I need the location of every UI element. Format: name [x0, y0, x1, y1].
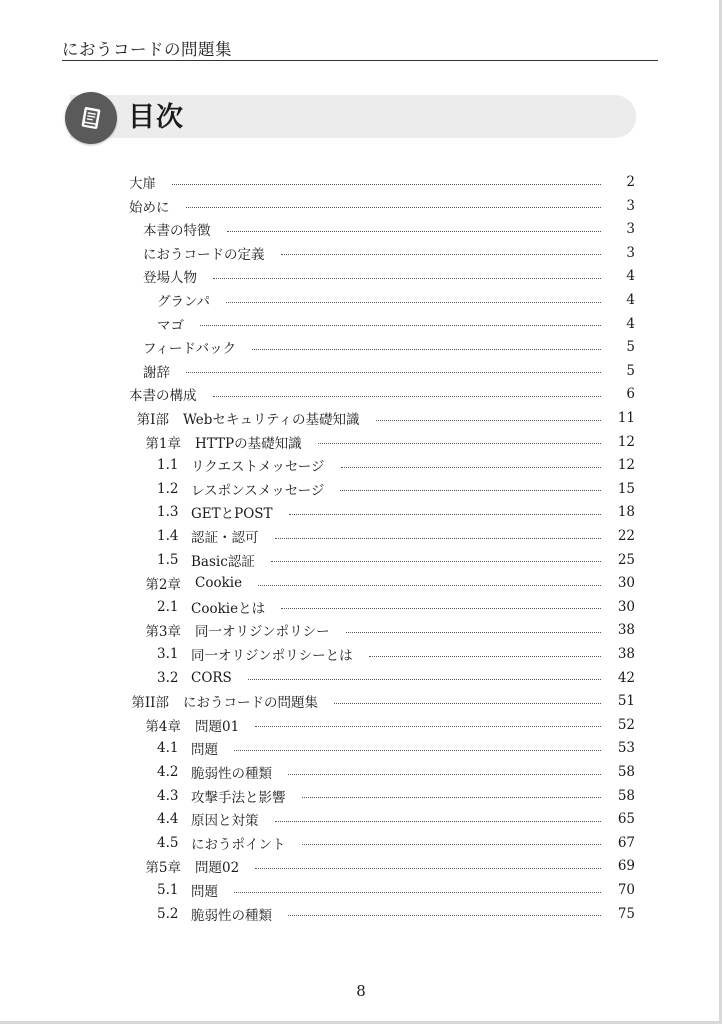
toc-entry-number: 1.4 — [157, 528, 179, 544]
toc-dot-leader — [275, 538, 602, 539]
toc-entry-page: 30 — [617, 598, 635, 615]
toc-entry-number: 第II部 — [131, 695, 169, 712]
toc-entry-label: CORS — [191, 669, 232, 686]
toc-entry-label: 認証・認可 — [191, 530, 259, 546]
toc-entry[interactable] — [0, 666, 722, 690]
toc-dot-leader — [258, 585, 601, 586]
toc-dot-leader — [289, 514, 601, 515]
toc-entry-label: 問題 — [191, 884, 218, 900]
toc-entry-label: グランパ — [157, 294, 211, 310]
toc-entry-label: レスポンスメッセージ — [191, 482, 325, 499]
toc-entry-page: 4 — [626, 292, 635, 308]
toc-entry-label: 問題 — [191, 742, 218, 759]
toc-entry[interactable] — [0, 831, 722, 855]
toc-entry-number: 1.2 — [157, 480, 179, 497]
toc-entry-number: 第3章 — [145, 624, 181, 641]
toc-entry-number: 3.2 — [157, 669, 179, 686]
toc-entry-number: 5.1 — [157, 882, 179, 898]
toc-dot-leader — [234, 750, 601, 751]
toc-entry-label: 本書の特徴 — [143, 223, 211, 240]
toc-entry-number: 1.5 — [157, 551, 179, 568]
toc-entry-page: 22 — [617, 528, 635, 544]
toc-dot-leader — [369, 656, 601, 657]
toc-entry-page: 4 — [626, 268, 635, 285]
toc-entry-number: 4.1 — [157, 740, 179, 757]
toc-entry[interactable] — [0, 453, 722, 477]
toc-entry-page: 2 — [626, 174, 635, 190]
toc-entry-page: 67 — [617, 834, 635, 851]
toc-entry-label: におうコードの定義 — [143, 246, 265, 263]
toc-entry-number: 第5章 — [145, 860, 181, 877]
toc-entry-number: 2.1 — [157, 598, 179, 615]
toc-entry[interactable] — [0, 264, 722, 288]
toc-entry-label: 同一オリジンポリシー — [195, 624, 330, 641]
toc-dot-leader — [376, 420, 601, 421]
toc-entry[interactable] — [0, 760, 722, 784]
toc-entry-page: 30 — [617, 575, 635, 592]
toc-entry-number: 4.4 — [157, 811, 179, 828]
toc-entry-label: Cookie — [195, 575, 243, 592]
toc-entry-page: 25 — [617, 551, 635, 568]
toc-entry[interactable] — [0, 736, 722, 760]
toc-entry-page: 3 — [626, 221, 635, 238]
toc-entry-label: 始めに — [129, 199, 170, 216]
toc-dot-leader — [200, 325, 601, 326]
toc-entry-label: Basic認証 — [191, 553, 255, 570]
toc-dot-leader — [213, 278, 601, 279]
toc-dot-leader — [318, 443, 601, 444]
toc-entry-label: 問題02 — [195, 860, 240, 877]
toc-entry-page: 15 — [617, 480, 635, 497]
toc-entry[interactable] — [0, 500, 722, 524]
toc-entry[interactable] — [0, 288, 722, 312]
toc-entry-label: 問題01 — [195, 718, 240, 735]
toc-dot-leader — [255, 868, 601, 869]
toc-entry-number: 4.3 — [157, 787, 179, 804]
toc-dot-leader — [346, 632, 601, 633]
toc-entry-page: 3 — [626, 197, 635, 214]
toc-entry-page: 11 — [617, 410, 635, 426]
toc-entry-label: マゴ — [157, 317, 184, 334]
toc-entry-page: 69 — [617, 858, 635, 875]
toc-dot-leader — [271, 561, 601, 562]
toc-entry[interactable] — [0, 406, 722, 430]
toc-dot-leader — [255, 726, 601, 727]
toc-entry[interactable] — [0, 807, 722, 831]
chapter-title: 目次 — [128, 102, 184, 133]
toc-entry-label: 原因と対策 — [191, 813, 259, 830]
toc-entry-page: 42 — [617, 669, 635, 686]
toc-entry[interactable] — [0, 854, 722, 878]
toc-dot-leader — [248, 679, 601, 680]
toc-entry[interactable] — [0, 548, 722, 572]
toc-dot-leader — [341, 467, 601, 468]
toc-entry-number: 第4章 — [145, 718, 181, 735]
toc-dot-leader — [334, 703, 601, 704]
toc-entry-page: 38 — [617, 646, 635, 662]
running-header — [62, 36, 658, 61]
toc-entry-label: HTTPの基礎知識 — [195, 435, 302, 452]
toc-entry-page: 53 — [617, 740, 635, 757]
toc-entry[interactable] — [0, 524, 722, 548]
toc-entry[interactable] — [0, 571, 722, 595]
toc-entry-number: 3.1 — [157, 646, 179, 662]
toc-entry[interactable] — [0, 689, 722, 713]
toc-entry[interactable] — [0, 642, 722, 666]
toc-entry[interactable] — [0, 595, 722, 619]
toc-entry-page: 70 — [617, 882, 635, 898]
toc-dot-leader — [186, 372, 601, 373]
toc-entry-page: 38 — [617, 622, 635, 639]
toc-entry-page: 51 — [617, 693, 635, 710]
toc-entry[interactable] — [0, 359, 722, 383]
toc-entry-label: 謝辞 — [143, 364, 170, 381]
toc-entry-number: 4.2 — [157, 764, 179, 780]
toc-entry-page: 58 — [617, 764, 635, 780]
toc-entry-page: 6 — [626, 386, 635, 403]
toc-dot-leader — [340, 490, 601, 491]
toc-entry-page: 12 — [617, 433, 635, 450]
toc-entry-label: 攻撃手法と影響 — [191, 789, 286, 806]
toc-entry-number: 第2章 — [145, 577, 181, 594]
toc-entry-number: 4.5 — [157, 834, 179, 851]
toc-entry-label: 同一オリジンポリシーとは — [191, 648, 353, 664]
toc-entry[interactable] — [0, 902, 722, 926]
toc-entry[interactable] — [0, 430, 722, 454]
toc-entry[interactable] — [0, 170, 722, 194]
toc-entry[interactable] — [0, 618, 722, 642]
toc-entry-label: Webセキュリティの基礎知識 — [183, 412, 360, 428]
toc-entry[interactable] — [0, 878, 722, 902]
toc-entry-page: 4 — [626, 315, 635, 332]
toc-dot-leader — [226, 302, 601, 303]
toc-entry[interactable] — [0, 784, 722, 808]
toc-dot-leader — [281, 254, 602, 255]
toc-entry-label: GETとPOST — [191, 506, 273, 523]
toc-entry-page: 5 — [626, 362, 635, 379]
toc-entry[interactable] — [0, 335, 722, 359]
toc-entry-page: 52 — [617, 716, 635, 733]
book-icon — [76, 103, 106, 133]
toc-entry-number: 第1章 — [145, 435, 181, 452]
toc-entry[interactable] — [0, 312, 722, 336]
toc-entry-label: 脆弱性の種類 — [191, 907, 272, 924]
toc-entry-label: におうポイント — [191, 836, 286, 853]
toc-entry-number: 第I部 — [136, 412, 169, 428]
toc-dot-leader — [288, 774, 601, 775]
toc-entry-page: 12 — [617, 457, 635, 474]
toc-entry-label: 登場人物 — [143, 270, 197, 287]
toc-entry[interactable] — [0, 477, 722, 501]
toc-entry-page: 18 — [617, 504, 635, 521]
toc-entry-number: 1.3 — [157, 504, 179, 521]
toc-dot-leader — [234, 892, 601, 893]
toc-entry-label: におうコードの問題集 — [183, 695, 318, 712]
toc-dot-leader — [302, 797, 602, 798]
toc-entry-label: フィードバック — [143, 341, 237, 358]
toc-dot-leader — [288, 915, 601, 916]
toc-entry-page: 75 — [617, 905, 635, 922]
toc-entry-label: リクエストメッセージ — [191, 459, 325, 476]
chapter-icon-badge — [65, 92, 117, 144]
toc-entry[interactable] — [0, 241, 722, 265]
toc-dot-leader — [186, 207, 602, 208]
toc-entry-label: 本書の構成 — [129, 388, 197, 405]
toc-entry-label: 大扉 — [129, 176, 156, 192]
toc-dot-leader — [252, 349, 601, 350]
toc-entry[interactable] — [0, 217, 722, 241]
toc-entry-page: 5 — [626, 339, 635, 356]
toc-entry-page: 65 — [617, 811, 635, 828]
toc-entry[interactable] — [0, 713, 722, 737]
toc-entry[interactable] — [0, 382, 722, 406]
toc-dot-leader — [275, 821, 602, 822]
toc-dot-leader — [172, 184, 601, 185]
toc-entry-label: 脆弱性の種類 — [191, 766, 272, 782]
toc-dot-leader — [213, 396, 602, 397]
toc-dot-leader — [302, 844, 602, 845]
toc-entry[interactable] — [0, 194, 722, 218]
toc-entry-number: 5.2 — [157, 905, 179, 922]
toc-entry-page: 3 — [626, 244, 635, 261]
toc-entry-page: 58 — [617, 787, 635, 804]
page-number: 8 — [356, 982, 366, 1000]
toc-entry-number: 1.1 — [157, 457, 179, 474]
toc-dot-leader — [281, 608, 601, 609]
toc-entry-label: Cookieとは — [191, 600, 266, 617]
running-header-title: におうコードの問題集 — [62, 40, 232, 59]
toc-dot-leader — [227, 231, 602, 232]
